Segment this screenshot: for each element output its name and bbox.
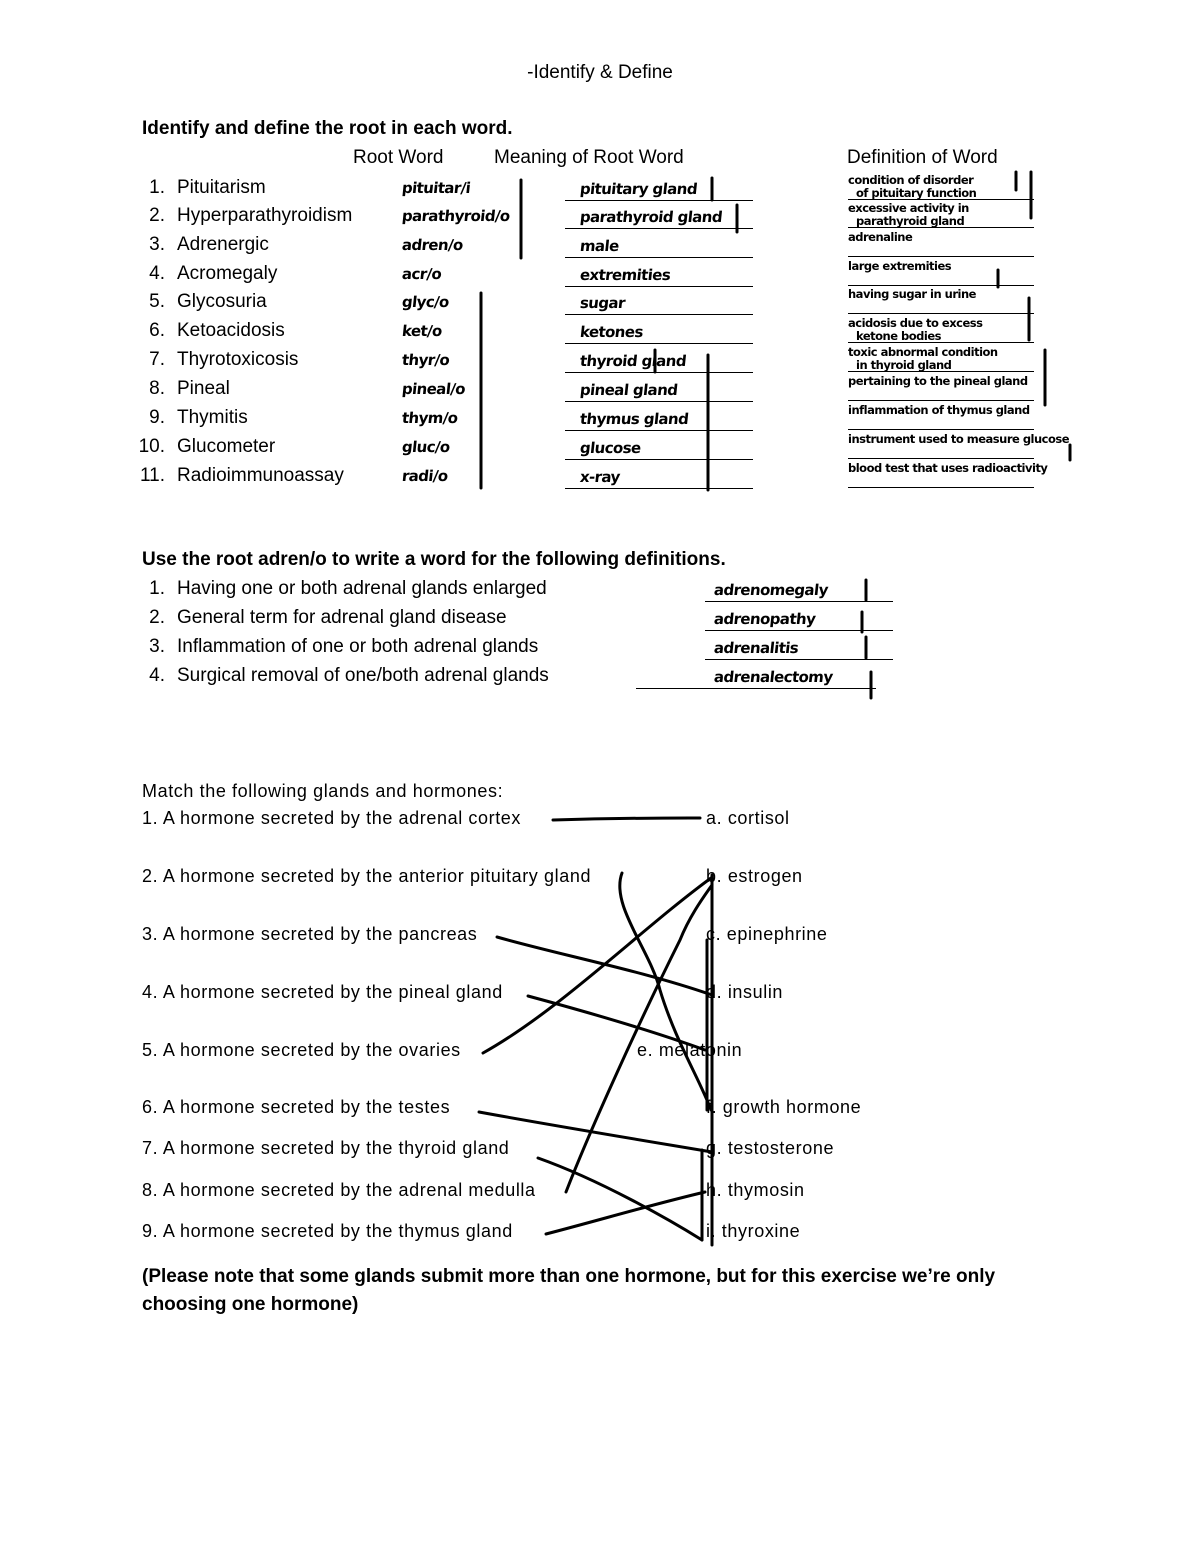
answer-definition: instrument used to measure glucose <box>848 432 1070 446</box>
answer-meaning: extremities <box>579 266 672 284</box>
item-number: 6. <box>149 320 165 341</box>
term: Acromegaly <box>177 263 278 284</box>
match-line <box>483 878 711 1053</box>
answer-meaning: x-ray <box>579 468 621 486</box>
answer-word: adrenopathy <box>713 610 817 628</box>
item-number: 9. <box>149 407 165 428</box>
answer-meaning: pituitary gland <box>579 180 698 198</box>
match-line <box>553 818 700 820</box>
answer-definition-continued: of pituitary function <box>856 186 977 200</box>
answer-definition: acidosis due to excess <box>848 316 983 330</box>
item-number: 10. <box>138 436 165 457</box>
answer-definition-continued: parathyroid gland <box>856 214 965 228</box>
term: Thymitis <box>177 407 248 428</box>
item-number: 3. <box>149 636 165 657</box>
answer-meaning: male <box>579 237 620 255</box>
item-number: 7. <box>149 349 165 370</box>
hormone-item: g. testosterone <box>706 1138 835 1158</box>
hormone-item: f. growth hormone <box>706 1097 862 1117</box>
term: Adrenergic <box>177 234 269 255</box>
answer-definition: excessive activity in <box>848 201 969 215</box>
column-definition: Definition of Word <box>847 147 998 168</box>
answer-root: parathyroid/o <box>401 207 511 225</box>
answer-root: thyr/o <box>401 351 451 369</box>
answer-root: adren/o <box>401 236 464 254</box>
answer-definition-continued: ketone bodies <box>856 329 941 343</box>
gland-item: 3. A hormone secreted by the pancreas <box>142 924 478 944</box>
answer-root: acr/o <box>401 265 443 283</box>
column-root-word: Root Word <box>353 147 444 168</box>
answer-definition: inflammation of thymus gland <box>848 403 1030 417</box>
hormone-item: a. cortisol <box>706 808 790 828</box>
match-line <box>566 885 712 1192</box>
definition-text: Inflammation of one or both adrenal glands <box>177 636 539 657</box>
item-number: 3. <box>149 234 165 255</box>
answer-meaning: pineal gland <box>579 381 679 399</box>
answer-root: ket/o <box>401 322 443 340</box>
definition-text: Surgical removal of one/both adrenal glands <box>177 665 549 686</box>
term: Glycosuria <box>177 291 267 312</box>
gland-item: 9. A hormone secreted by the thymus gland <box>142 1221 513 1241</box>
answer-root: radi/o <box>401 467 449 485</box>
term: Pineal <box>177 378 230 399</box>
hormone-item: d. insulin <box>706 982 784 1002</box>
term: Radioimmunoassay <box>177 465 344 486</box>
answer-definition: having sugar in urine <box>848 287 976 301</box>
answer-definition-continued: in thyroid gland <box>856 358 952 372</box>
answer-definition: adrenaline <box>848 230 913 244</box>
section1-instruction: Identify and define the root in each word. <box>142 118 513 139</box>
item-number: 1. <box>149 177 165 198</box>
answer-definition: blood test that uses radioactivity <box>848 461 1048 475</box>
item-number: 4. <box>149 665 165 686</box>
item-number: 1. <box>149 578 165 599</box>
answer-definition: toxic abnormal condition <box>848 345 998 359</box>
answer-meaning: thymus gland <box>579 410 690 428</box>
term: Hyperparathyroidism <box>177 205 353 226</box>
answer-root: glyc/o <box>401 293 450 311</box>
answer-root: pineal/o <box>401 380 466 398</box>
answer-word: adrenomegaly <box>713 581 829 599</box>
answer-meaning: glucose <box>579 439 642 457</box>
definition-text: General term for adrenal gland disease <box>177 607 507 628</box>
term: Glucometer <box>177 436 276 457</box>
answer-word: adrenalitis <box>713 639 800 657</box>
section3-instruction: Match the following glands and hormones: <box>142 781 504 801</box>
item-number: 11. <box>139 465 165 486</box>
answer-definition: condition of disorder <box>848 173 974 187</box>
answer-meaning: ketones <box>579 323 644 341</box>
term: Thyrotoxicosis <box>177 349 299 370</box>
section2-instruction: Use the root adren/o to write a word for the following definitions. <box>142 549 726 570</box>
definition-text: Having one or both adrenal glands enlarged <box>177 578 547 599</box>
hormone-item: h. thymosin <box>706 1180 805 1200</box>
answer-definition: large extremities <box>848 259 952 273</box>
gland-item: 8. A hormone secreted by the adrenal medulla <box>142 1180 536 1200</box>
answer-root: gluc/o <box>401 438 451 456</box>
page-title: -Identify & Define <box>527 62 673 83</box>
exercise-note: (Please note that some glands submit more than one hormone, but for this exercise we’re only choosing one hormone) <box>142 1266 996 1315</box>
answer-root: thym/o <box>401 409 459 427</box>
term: Ketoacidosis <box>177 320 285 341</box>
answer-meaning: sugar <box>579 294 626 312</box>
gland-item: 6. A hormone secreted by the testes <box>142 1097 451 1117</box>
answer-meaning: thyroid gland <box>579 352 688 370</box>
gland-item: 5. A hormone secreted by the ovaries <box>142 1040 461 1060</box>
item-number: 4. <box>149 263 165 284</box>
hormone-item: b. estrogen <box>706 866 803 886</box>
answer-meaning: parathyroid gland <box>579 208 723 226</box>
item-number: 8. <box>149 378 165 399</box>
item-number: 5. <box>149 291 165 312</box>
item-number: 2. <box>149 205 165 226</box>
gland-item: 1. A hormone secreted by the adrenal cortex <box>142 808 522 828</box>
answer-word: adrenalectomy <box>713 668 834 686</box>
gland-item: 7. A hormone secreted by the thyroid gland <box>142 1138 510 1158</box>
answer-definition: pertaining to the pineal gland <box>848 374 1028 388</box>
answer-root: pituitar/i <box>401 179 472 197</box>
column-meaning: Meaning of Root Word <box>494 147 684 168</box>
hormone-item: i. thyroxine <box>706 1221 801 1241</box>
gland-item: 4. A hormone secreted by the pineal gland <box>142 982 503 1002</box>
gland-item: 2. A hormone secreted by the anterior pituitary gland <box>142 866 592 886</box>
hormone-item: e. melatonin <box>637 1040 743 1060</box>
item-number: 2. <box>149 607 165 628</box>
hormone-item: c. epinephrine <box>706 924 828 944</box>
term: Pituitarism <box>177 177 266 198</box>
